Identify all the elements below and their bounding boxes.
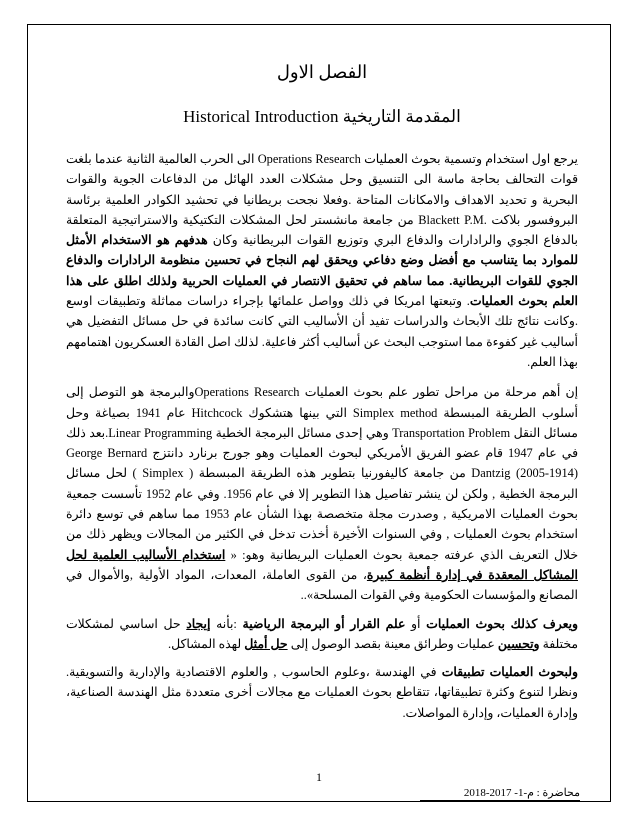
term-operations-research-2: Operations Research [194, 385, 300, 400]
section-title-english: Historical Introduction [183, 107, 339, 126]
footer-underline [420, 800, 580, 801]
paragraph-development: إن أهم مرحلة من مراحل تطور علم بحوث العمليات Operations Researchوالبرمجة هو التوصل إلى أسلوب الطريقة المبسطة Simplex method التي بينها هتشكوك Hitchcock عام 1941 بصياغة وحل مسائل النقل Transportation Problem وهي إحدى مسائل البرمجة الخطية Linear Programming.بعد ذلك في عام 1947 قام عضو الفريق الأمريكي لبحوث العمليات وهو جورج برنارد دانتزج George Bernard Dantzig (2005-1914) من جامعة كاليفورنيا بتطوير هذه الطريقة المبسطة ( Simplex ) لحل مسائل البرمجة الخطية , ولكن لن ينشر تفاصيل هذا التطوير إلا في عام 1956. وفي عام 1952 تأسست جمعية بحوث العمليات الامريكية , وصدرت مجلة متخصصة بهذا الشأن عام 1953 مما ساهم في توسع دائرة استخدام بحوث العمليات , وفي السنوات الأخيرة أخذت تدخل في الكثير من المجالات ويظهر ذلك من خلال التعريف الذي عرفته جمعية بحوث العمليات البريطانية وهو: « استخدام الأساليب العلمية لحل المشاكل المعقدة في إدارة أنظمة كبيرة، من القوى العاملة، المعدات، المواد الأولية ,والأموال في المصانع والمؤسسات الحكومية وفي القوات المسلحة».. [66, 385, 579, 603]
term-simplex: ( Simplex ) [132, 466, 194, 481]
bold-goal: هدفهم هو الاستخدام الأمثل للموارد بما يتناسب مع أفضل وضع دفاعي ويحقق لهم النجاح في تحسين منظومة الرادارات والدفاع الجوي للقوات البريطانية. مما ساهم في تحقيق الانتصار في العمليات الحربية ولذلك اطلق على هذا العلم بحوث العمليات [66, 233, 578, 309]
paragraph-definition: ويعرف كذلك بحوث العمليات أو علم القرار أو البرمجة الرياضية :بأنه إيجاد حل اساسي لمشكلات مختلفة وتحسين عمليات وطرائق معينة بقصد الوصول إلى حل أمثل لهذه المشاكل. [66, 616, 579, 651]
footer-lecture: محاضرة : م-1- 2017-2018 [463, 787, 580, 799]
term-transportation-problem: Transportation Problem [392, 425, 511, 440]
paragraph-history: يرجع اول استخدام وتسمية بحوث العمليات Operations Research الى الحرب العالمية الثانية عندما بلغت قوات التحالف بحاجة ماسة الى التنسيق وحل مشكلات العدد الهائل من الدفاعات الجوية والقوات البحرية و تحديد الاهداف والامكانات المتاحة .وفعلا نجحت بريطانيا في تحشيد الكوادر العلمية برئاسة البروفسور بلاكت Blackett P.M. من جامعة مانشستر لحل المشكلات التكتيكية والاستراتيجية المتعلقة بالدفاع الجوي والرادارات والدفاع البري وتوزيع القوات البريطانية وكان هدفهم هو الاستخدام الأمثل للموارد بما يتناسب مع أفضل وضع دفاعي ويحقق لهم النجاح في تحسين منظومة الرادارات والدفاع الجوي للقوات البريطانية. مما ساهم في تحقيق الانتصار في العمليات الحربية ولذلك اطلق على هذا العلم بحوث العمليات. وتبعتها امريكا في ذلك وواصل علمائها بإجراء دراسات مماثلة وتطبيقات اوسع .وكانت نتائج تلك الأبحاث والدراسات تفيد أن الأساليب التي كانت سائدة في حل مسائل التفضيل هي أساليب غير كفوءة مما استوجب البحث عن أساليب أكثر فاعلية. لذلك اصل القادة العسكريون اهتمامهم بهذا العلم. [66, 152, 578, 369]
bold-definition: استخدام الأساليب العلمية لحل المشاكل المعقدة في إدارة أنظمة كبيرة [66, 547, 578, 582]
chapter-title: الفصل الاول [276, 62, 368, 82]
section-title [66, 107, 578, 127]
page-number: 1 [316, 770, 322, 784]
term-hitchcock: Hitchcock [191, 405, 243, 420]
term-blackett: Blackett P.M. [418, 212, 487, 227]
document-body [66, 62, 578, 731]
section-title-arabic: المقدمة التاريخية [342, 107, 461, 126]
paragraph-applications: ولبحوث العمليات تطبيقات في الهندسة ،وعلوم الحاسوب , والعلوم الاقتصادية والإدارية والتسويقية. ونظرا لتنوع وكثرة تطبيقاتها، تتقاطع بحوث العمليات مع مجالات أخرى متعددة مثل الهندسة الصناعية، وإدارة العمليات، وإدارة المواصلات. [66, 665, 578, 720]
term-operations-research: Operations Research [257, 152, 361, 166]
term-dantzig: George Bernard Dantzig (2005-1914) [66, 446, 578, 481]
term-simplex-method: Simplex method [352, 405, 438, 420]
term-linear-programming: Linear Programming [108, 425, 213, 440]
